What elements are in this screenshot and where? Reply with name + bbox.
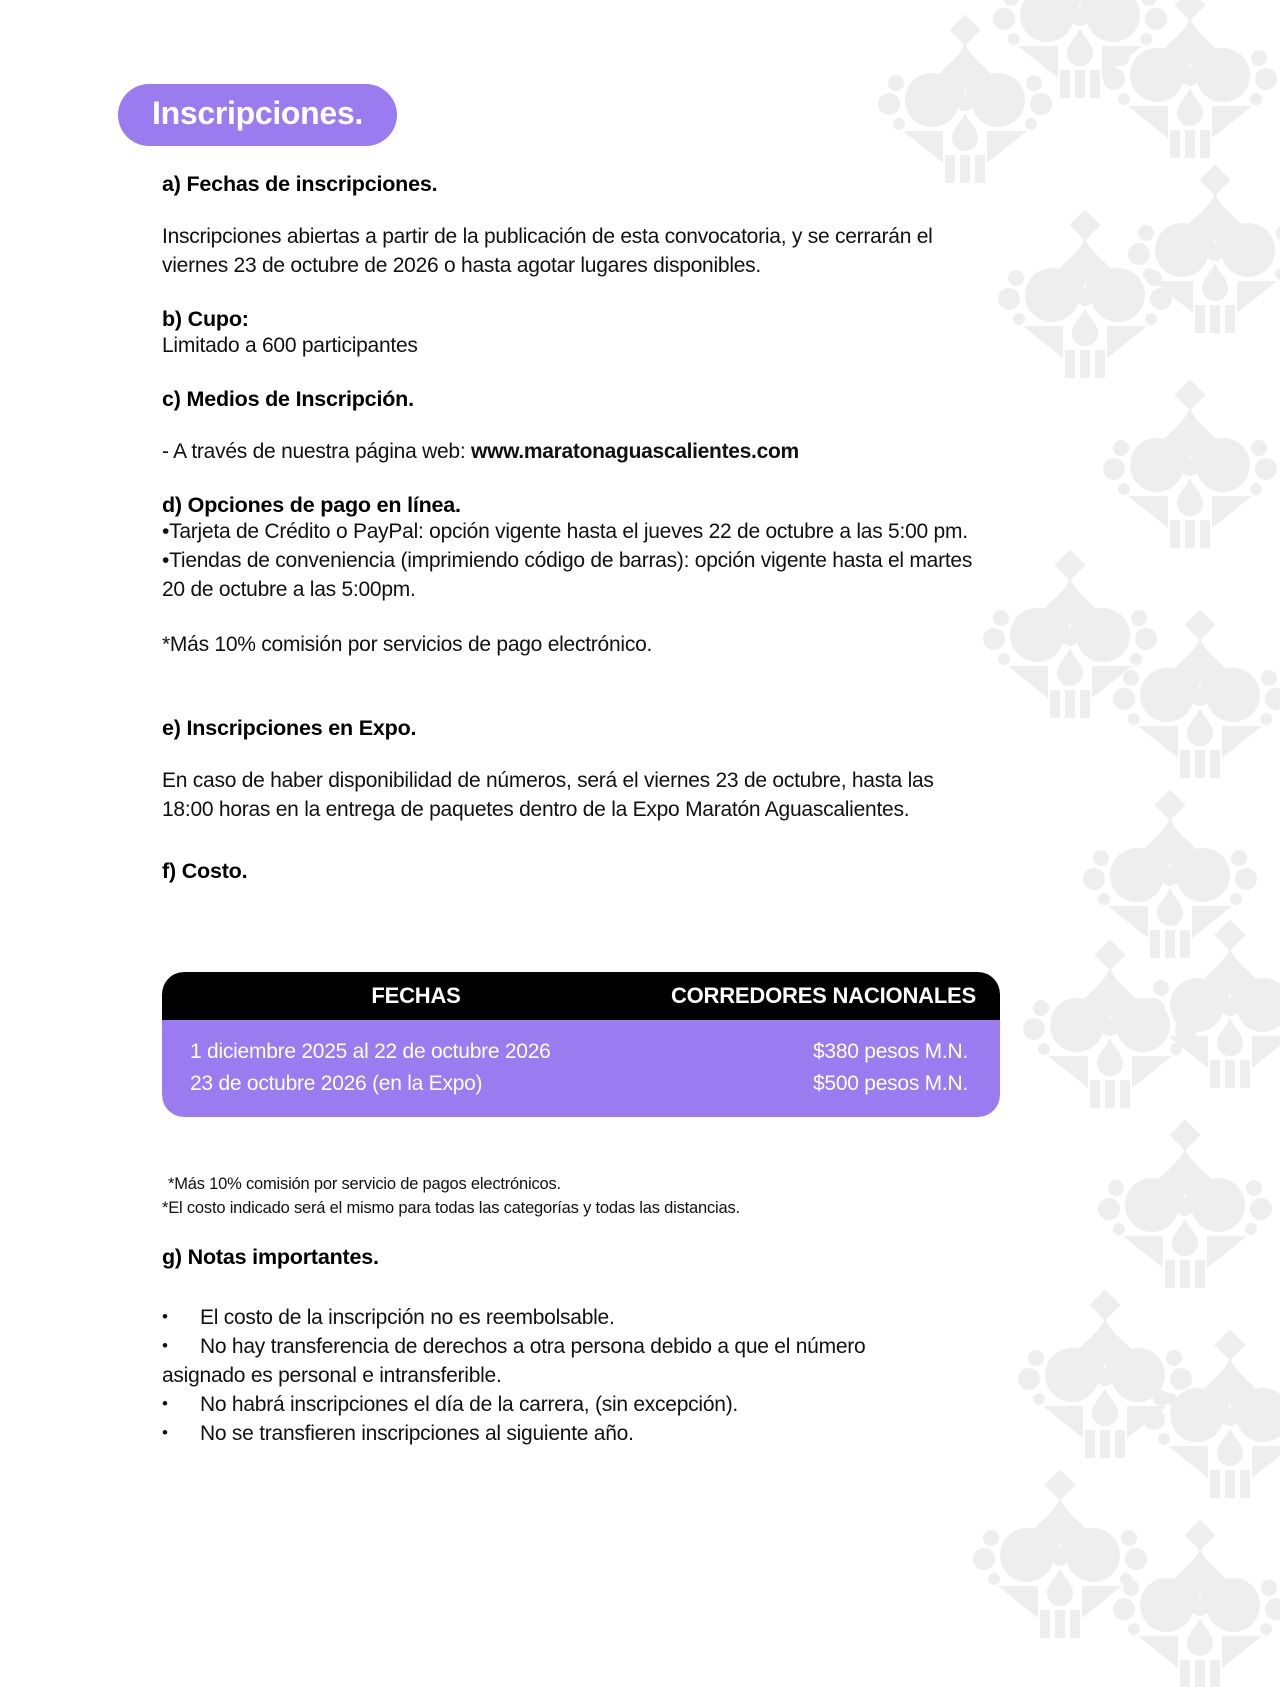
cost-table-header-row [162, 972, 1000, 1020]
cost-table-column-corredores: CORREDORES NACIONALES [670, 983, 976, 1008]
bullet-icon: • [162, 1335, 168, 1355]
section-d-bullet-2: •Tiendas de conveniencia (imprimiendo código de barras): opción vigente hasta el martes 20 de octubre a las 5:00pm. [162, 548, 973, 601]
cost-footnotes [162, 1173, 1002, 1221]
section-b-body: Limitado a 600 participantes [162, 333, 418, 357]
note-4-text: No se transfieren inscripciones al siguiente año. [200, 1421, 634, 1445]
section-d-bullet-1: •Tarjeta de Crédito o PayPal: opción vigente hasta el jueves 22 de octubre a las 5:00 pm. [162, 519, 968, 543]
section-a-body: Inscripciones abiertas a partir de la publicación de esta convocatoria, y se cerrarán el viernes 23 de octubre de 2026 o hasta agotar lugares disponibles. [162, 225, 933, 277]
section-c-heading: c) Medios de Inscripción. [162, 386, 414, 411]
cost-table [162, 972, 1000, 1117]
section-g-block [162, 1245, 1002, 1449]
cost-footnote-1: *Más 10% comisión por servicio de pagos electrónicos. [168, 1175, 561, 1193]
section-c-body [162, 438, 982, 467]
note-2-text: No hay transferencia de derechos a otra persona debido a que el número [200, 1334, 866, 1358]
note-3-text: No habrá inscripciones el día de la carrera, (sin excepción). [200, 1392, 739, 1416]
table-row [162, 1068, 1000, 1100]
section-g-heading: g) Notas importantes. [162, 1245, 379, 1269]
section-a-heading: a) Fechas de inscripciones. [162, 172, 438, 196]
page-title-badge: Inscripciones. [118, 84, 397, 146]
bullet-icon: • [162, 1393, 168, 1413]
cost-row-2-precio: $500 pesos M.N. [812, 1071, 968, 1095]
cost-row-2-fecha: 23 de octubre 2026 (en la Expo) [190, 1071, 483, 1095]
section-f-heading: f) Costo. [162, 858, 248, 883]
website-link[interactable]: www.maratonaguascalientes.com [471, 439, 799, 463]
note-2-continuation: asignado es personal e intransferible. [162, 1363, 502, 1387]
bullet-icon: • [162, 1422, 168, 1442]
list-item [162, 1391, 1002, 1420]
cost-row-1-fecha: 1 diciembre 2025 al 22 de octubre 2026 [190, 1040, 551, 1063]
note-1-text: El costo de la inscripción no es reembolsable. [200, 1306, 615, 1329]
cost-row-1-precio: $380 pesos M.N. [812, 1040, 968, 1063]
document-body [162, 172, 982, 884]
list-item [162, 1420, 1002, 1449]
cost-table-body [162, 1020, 1000, 1117]
section-d-note: *Más 10% comisión por servicios de pago electrónico. [162, 632, 653, 656]
list-item [162, 1333, 1002, 1391]
section-d-heading: d) Opciones de pago en línea. [162, 492, 461, 517]
bullet-icon: • [162, 1307, 168, 1326]
list-item [162, 1304, 1002, 1333]
section-e-body: En caso de haber disponibilidad de números, será el viernes 23 de octubre, hasta las 18:00 horas en la entrega de paquetes dentro de la Expo Maratón Aguascalientes. [162, 768, 934, 821]
section-b-heading: b) Cupo: [162, 306, 249, 331]
section-e-heading: e) Inscripciones en Expo. [162, 715, 417, 740]
cost-footnote-2: *El costo indicado será el mismo para todas las categorías y todas las distancias. [162, 1198, 740, 1217]
cost-table-column-fechas: FECHAS [371, 983, 461, 1008]
table-row [162, 1036, 1000, 1068]
section-c-prefix: - A través de nuestra página web: [162, 439, 472, 463]
